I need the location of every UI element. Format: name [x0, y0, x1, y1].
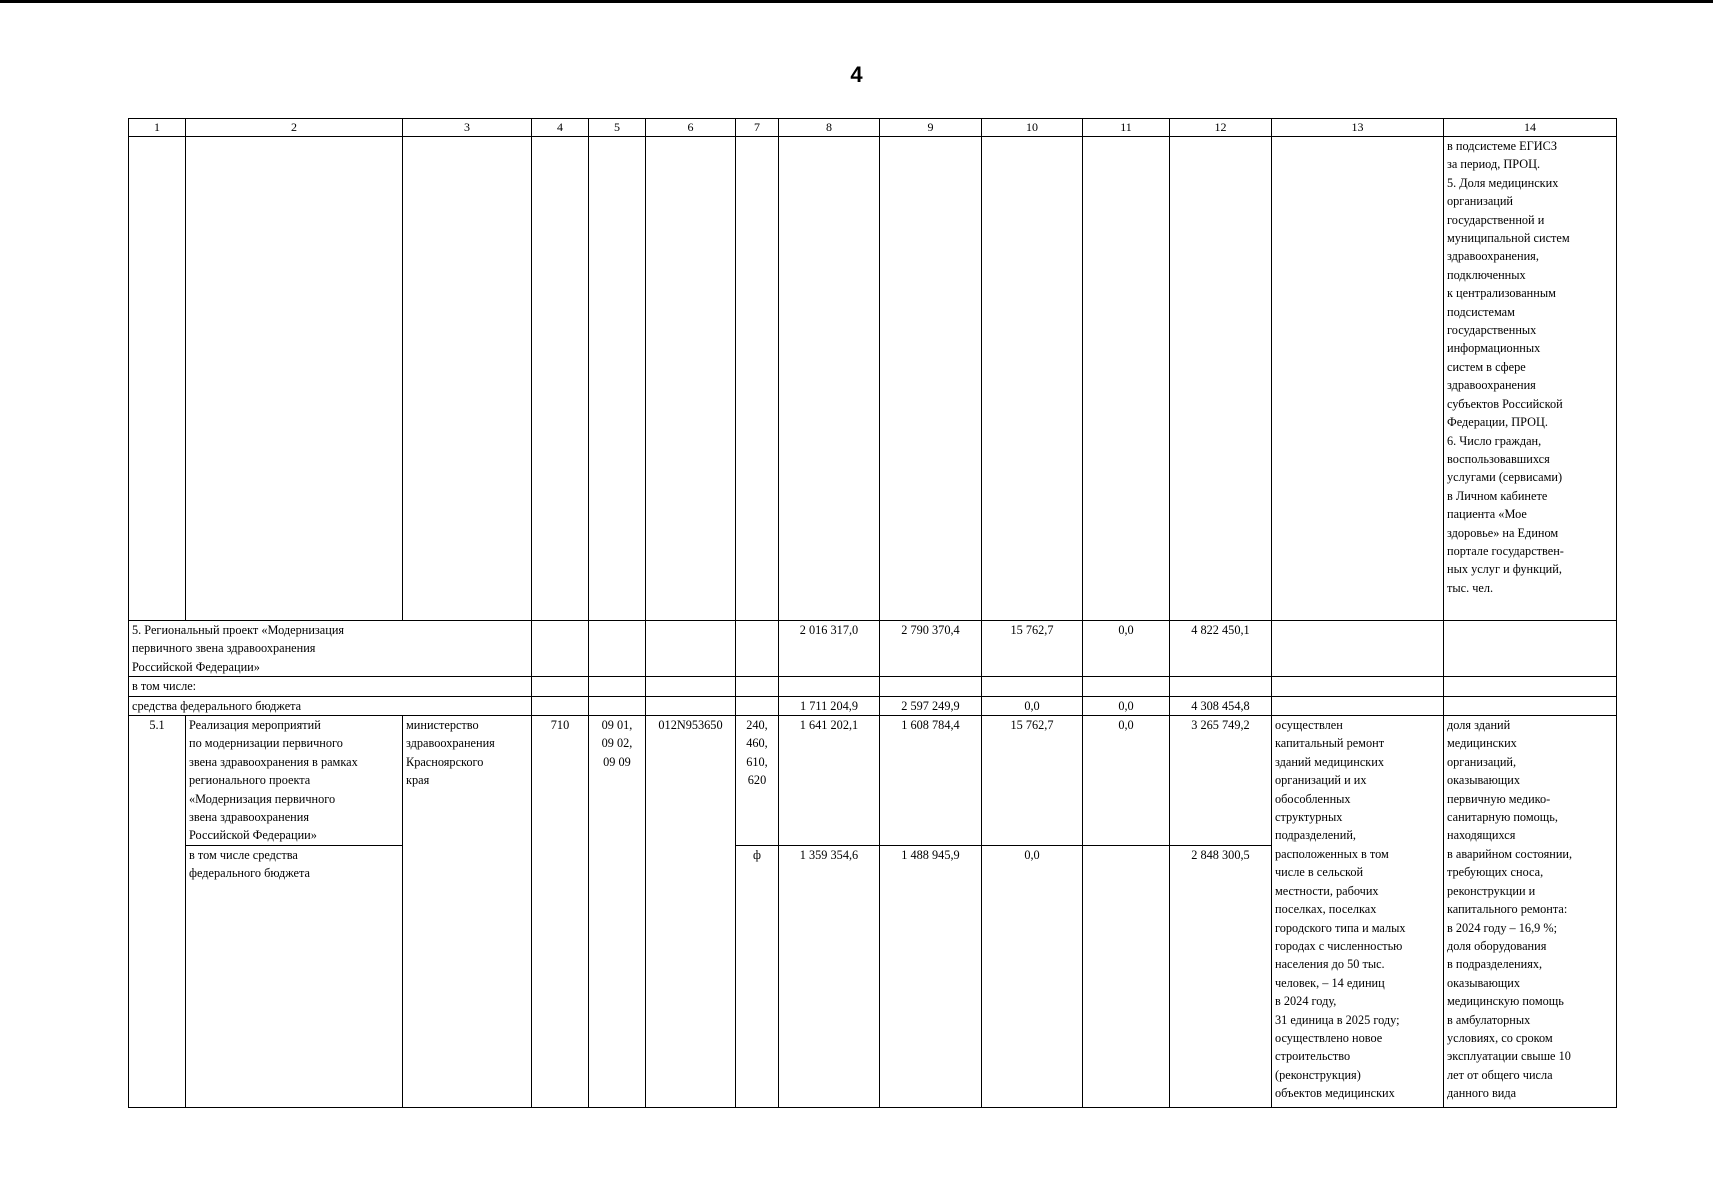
cell-empty	[589, 137, 646, 621]
measure-federal-col8-value: 1 359 354,6	[779, 846, 880, 1108]
header-col-8: 8	[779, 119, 880, 137]
table-header	[129, 119, 1617, 137]
cell-empty	[880, 677, 982, 696]
header-col-11: 11	[1083, 119, 1170, 137]
project-col11-value: 0,0	[1083, 621, 1170, 677]
cell-empty	[186, 137, 403, 621]
including-label: в том числе:	[129, 677, 532, 696]
project-col10-value: 15 762,7	[982, 621, 1083, 677]
project-row	[129, 621, 1617, 677]
federal-budget-label: средства федерального бюджета	[129, 696, 532, 715]
federal-col12-value: 4 308 454,8	[1170, 696, 1272, 715]
header-col-10: 10	[982, 119, 1083, 137]
measure-executor: министерство здравоохранения Красноярского края	[403, 716, 532, 1108]
cell-empty	[532, 696, 589, 715]
cell-empty	[646, 696, 736, 715]
header-col-12: 12	[1170, 119, 1272, 137]
cell-empty	[589, 677, 646, 696]
cell-empty	[736, 137, 779, 621]
project-col9-value: 2 790 370,4	[880, 621, 982, 677]
cell-empty	[1083, 137, 1170, 621]
cell-empty	[532, 621, 589, 677]
measure-federal-col9-value: 1 488 945,9	[880, 846, 982, 1108]
measure-federal-col11-value	[1083, 846, 1170, 1108]
cell-empty	[1272, 621, 1444, 677]
project-col12-value: 4 822 450,1	[1170, 621, 1272, 677]
project-col8-value: 2 016 317,0	[779, 621, 880, 677]
federal-budget-row	[129, 696, 1617, 715]
cell-empty	[1272, 677, 1444, 696]
cell-empty	[646, 137, 736, 621]
cell-empty	[589, 696, 646, 715]
header-col-1: 1	[129, 119, 186, 137]
federal-col10-value: 0,0	[982, 696, 1083, 715]
measure-col6-code: 012N953650	[646, 716, 736, 1108]
cell-empty	[779, 677, 880, 696]
measure-title: Реализация мероприятий по модернизации первичного звена здравоохранения в рамках регионального проекта «Модернизация первичного звена здравоохранения Российской Федерации»	[186, 716, 403, 846]
federal-col11-value: 0,0	[1083, 696, 1170, 715]
cell-empty	[736, 621, 779, 677]
measure-col12-value: 3 265 749,2	[1170, 716, 1272, 846]
cell-empty	[1083, 677, 1170, 696]
measure-col9-value: 1 608 784,4	[880, 716, 982, 846]
cell-empty	[403, 137, 532, 621]
measure-col11-value: 0,0	[1083, 716, 1170, 846]
cell-empty	[646, 621, 736, 677]
cell-empty	[736, 677, 779, 696]
cell-empty	[1444, 696, 1617, 715]
including-row	[129, 677, 1617, 696]
cell-empty	[1444, 677, 1617, 696]
measure-col5-codes: 09 01, 09 02, 09 09	[589, 716, 646, 1108]
cell-empty	[589, 621, 646, 677]
project-title: 5. Региональный проект «Модернизация первичного звена здравоохранения Российской Федерации»	[129, 621, 532, 677]
header-col-4: 4	[532, 119, 589, 137]
page-number: 4	[850, 62, 863, 87]
measure-federal-col7: ф	[736, 846, 779, 1108]
cell-empty	[1444, 621, 1617, 677]
budget-table	[128, 118, 1617, 1108]
measure-col8-value: 1 641 202,1	[779, 716, 880, 846]
cell-empty	[1170, 677, 1272, 696]
cell-empty	[532, 137, 589, 621]
cell-empty	[982, 677, 1083, 696]
header-row	[129, 119, 1617, 137]
header-col-7: 7	[736, 119, 779, 137]
federal-col9-value: 2 597 249,9	[880, 696, 982, 715]
measure-number: 5.1	[129, 716, 186, 1108]
header-col-9: 9	[880, 119, 982, 137]
measure-col4-code: 710	[532, 716, 589, 1108]
cell-empty	[982, 137, 1083, 621]
cell-empty	[880, 137, 982, 621]
header-col-2: 2	[186, 119, 403, 137]
cell-empty	[129, 137, 186, 621]
measure-indicator-text: доля зданий медицинских организаций, оказывающих первичную медико- санитарную помощь, находящихся в аварийном состоянии, требующих сноса, реконструкции и капитального ремонта: в 2024 году – 16,9 %; доля оборудования в подразделениях, оказывающих медицинскую помощь в амбулаторных условиях, со сроком эксплуатации свыше 10 лет от общего числа данного вида	[1444, 716, 1617, 1108]
header-col-6: 6	[646, 119, 736, 137]
measure-result-text: осуществлен капитальный ремонт зданий медицинских организаций и их обособленных структурных подразделений, расположенных в том числе в сельской местности, рабочих поселках, поселках городского типа и малых городах с численностью населения до 50 тыс. человек, – 14 единиц в 2024 году, 31 единица в 2025 году; осуществлено новое строительство (реконструкция) объектов медицинских	[1272, 716, 1444, 1108]
cell-empty	[1272, 137, 1444, 621]
measure-federal-col12-value: 2 848 300,5	[1170, 846, 1272, 1108]
measure-col10-value: 15 762,7	[982, 716, 1083, 846]
measure-federal-label: в том числе средства федерального бюджета	[186, 846, 403, 1108]
federal-col8-value: 1 711 204,9	[779, 696, 880, 715]
measure-col7-codes: 240, 460, 610, 620	[736, 716, 779, 846]
measure-row	[129, 716, 1617, 846]
top-border-line	[0, 0, 1713, 3]
header-col-14: 14	[1444, 119, 1617, 137]
continuation-row	[129, 137, 1617, 621]
measure-federal-col10-value: 0,0	[982, 846, 1083, 1108]
cell-empty	[1170, 137, 1272, 621]
cell-empty	[532, 677, 589, 696]
cell-empty	[646, 677, 736, 696]
cell-empty	[736, 696, 779, 715]
indicators-continuation-text: в подсистеме ЕГИСЗ за период, ПРОЦ. 5. Доля медицинских организаций государственной и муниципальной систем здравоохранения, подключенных к централизованным подсистемам государственных информационных систем в сфере здравоохранения субъектов Российской Федерации, ПРОЦ. 6. Число граждан, воспользовавшихся услугами (сервисами) в Личном кабинете пациента «Мое здоровье» на Едином портале государствен- ных услуг и функций, тыс. чел.	[1444, 137, 1617, 621]
header-col-3: 3	[403, 119, 532, 137]
cell-empty	[1272, 696, 1444, 715]
header-col-13: 13	[1272, 119, 1444, 137]
header-col-5: 5	[589, 119, 646, 137]
cell-empty	[779, 137, 880, 621]
